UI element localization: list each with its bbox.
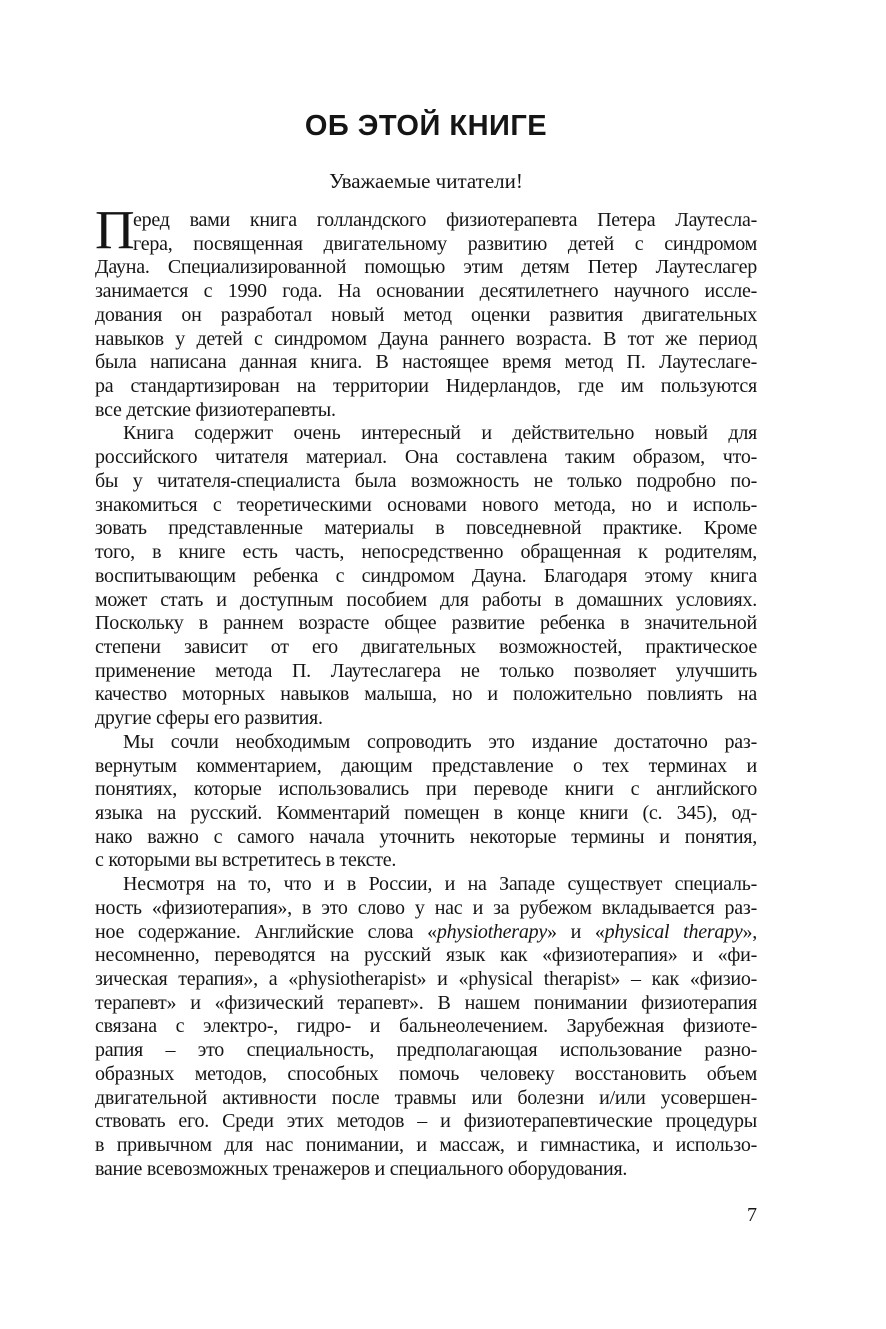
paragraph-intro [95, 209, 757, 422]
text-line: воспитывающим ребенка с синдромом Дауна. Благодаря этому книга [95, 564, 757, 587]
text-line: нако важно с самого начала уточнить некоторые термины и понятия, [95, 825, 757, 848]
text-line: того, в книге есть часть, непосредственно обращенная к родителям, [95, 541, 757, 564]
text-line: знакомиться с теоретическими основами нового метода, но и исполь- [95, 493, 757, 516]
text-line: зическая терапия», а «physiotherapist» и «physical therapist» – как «физио- [95, 968, 757, 990]
text-line: языка на русский. Комментарий помещен в конце книги (с. 345), од- [95, 801, 757, 824]
text-segment: » и « [546, 920, 605, 943]
text-line: ствовать его. Среди этих методов – и физиотерапевтические процедуры [95, 1110, 757, 1133]
text-line: навыков у детей с синдромом Дауна раннего возраста. В тот же период [95, 327, 757, 350]
text-line: занимается с 1990 года. На основании десятилетнего научного иссле- [95, 280, 757, 303]
text-line: еред вами книга голландского физиотерапевта Петера Лаутесла- [133, 209, 757, 231]
text-line: ра стандартизирован на территории Нидерландов, где им пользуются [95, 375, 757, 398]
text-line: бы у читателя-специалиста была возможность не только подробно по- [95, 469, 757, 492]
text-line: другие сферы его развития. [95, 707, 323, 730]
italic-term: physical therapy [604, 920, 743, 943]
text-line: двигательной активности после травмы или болезни и/или усовершен- [95, 1086, 757, 1109]
text-line: вернутым комментарием, дающим представление о тех терминах и [95, 754, 757, 777]
text-line: Поскольку в раннем возрасте общее развитие ребенка в значительной [95, 612, 757, 635]
page-number: 7 [747, 1204, 757, 1226]
dropcap-letter: П [95, 199, 135, 260]
text-segment: ное содержание. Английские слова « [95, 920, 437, 943]
text-line: ность «физиотерапия», в это слово у нас и за рубежом вкладывается раз- [95, 896, 757, 919]
text-line: степени зависит от его двигательных возможностей, практическое [95, 635, 757, 658]
text-line: качество моторных навыков малыша, но и положительно повлиять на [95, 683, 757, 706]
text-line: Мы сочли необходимым сопроводить это издание достаточно раз- [123, 730, 757, 753]
text-line: российского читателя материал. Она составлена таким образом, что- [95, 446, 757, 469]
text-line: с которыми вы встретитесь в тексте. [95, 849, 397, 872]
salutation-text: Уважаемые читатели! [329, 169, 523, 193]
text-line: несомненно, переводятся на русский язык как «физиотерапия» и «фи- [95, 944, 757, 967]
text-line: в привычном для нас понимании, и массаж, и гимнастика, и использо- [95, 1134, 757, 1157]
text-line: Дауна. Специализированной помощью этим детям Петер Лаутеслагер [95, 256, 757, 279]
text-line: дования он разработал новый метод оценки развития двигательных [95, 303, 757, 326]
text-line: применение метода П. Лаутеслагера не только позволяет улучшить [95, 659, 757, 682]
paragraph-book-content [95, 422, 757, 730]
text-line: Книга содержит очень интересный и действительно новый для [123, 422, 757, 445]
text-line: Несмотря на то, что и в России, и на Западе существует специаль- [123, 873, 757, 896]
paragraph-physiotherapy-terms [95, 873, 757, 1181]
text-line: рапия – это специальность, предполагающая использование разно- [95, 1039, 757, 1062]
text-line: терапевт» и «физический терапевт». В нашем понимании физиотерапия [95, 991, 757, 1014]
page-title: ОБ ЭТОЙ КНИГЕ [304, 110, 548, 142]
paragraph-commentary [95, 731, 757, 873]
text-line [95, 921, 757, 945]
text-line: вание всевозможных тренажеров и специального оборудования. [95, 1157, 628, 1180]
text-line: зовать представленные материалы в повседневной практике. Кроме [95, 517, 757, 540]
text-line: образных методов, способных помочь человеку восстановить объем [95, 1062, 757, 1085]
text-line: связана с электро-, гидро- и бальнеолечением. Зарубежная физиоте- [95, 1015, 757, 1038]
text-line: была написана данная книга. В настоящее время метод П. Лаутеслаге- [95, 351, 757, 374]
text-line: гера, посвященная двигательному развитию детей с синдромом [133, 232, 757, 255]
text-line: может стать и доступным пособием для работы в домашних условиях. [95, 588, 757, 611]
body-text-block [95, 209, 757, 1181]
text-segment: », [742, 920, 757, 943]
text-line: понятиях, которые использовались при переводе книги с английского [95, 778, 757, 801]
text-line: все детские физиотерапевты. [95, 398, 336, 421]
italic-term: physiotherapy [436, 920, 547, 943]
